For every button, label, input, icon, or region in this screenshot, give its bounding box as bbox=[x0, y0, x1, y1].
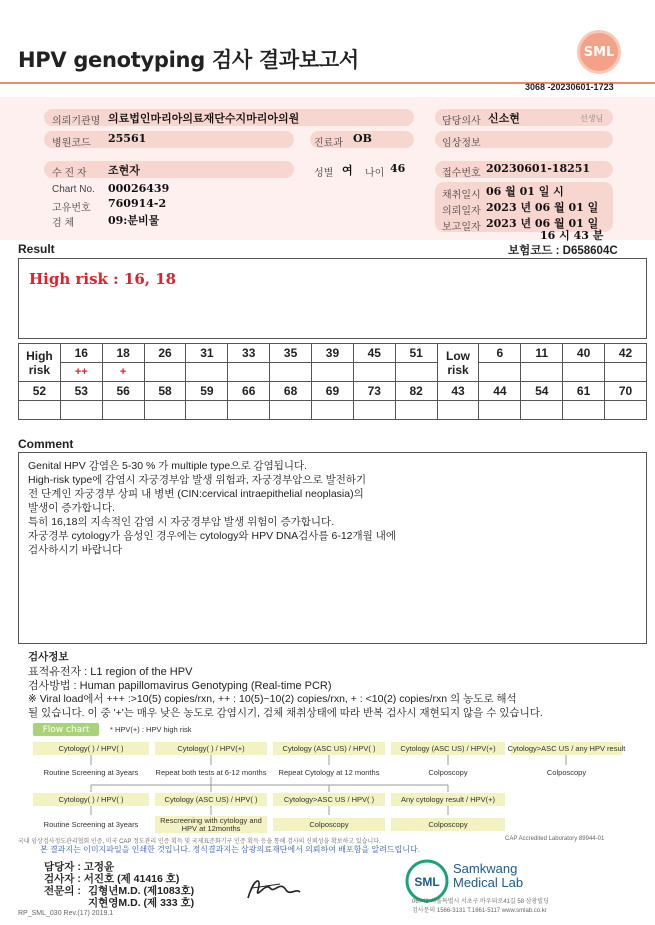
result-mark bbox=[270, 401, 312, 420]
chart-no-label: Chart No. bbox=[52, 184, 95, 195]
comment-line: 발생이 증가합니다. bbox=[28, 502, 115, 514]
age-label: 나이 bbox=[365, 168, 385, 179]
clinical-info-label: 임상정보 bbox=[442, 138, 481, 149]
type-cell: 40 bbox=[563, 344, 605, 363]
doc-code-1: 3068 -20230601-1723 bbox=[525, 82, 614, 92]
type-cell: 33 bbox=[228, 344, 270, 363]
sml-logo: SML bbox=[577, 30, 621, 74]
collect-date-value: 06 월 01 일 시 bbox=[486, 185, 564, 198]
type-cell: 11 bbox=[521, 344, 563, 363]
tester: 검사자 : 서진호 (제 41416 호) bbox=[44, 873, 180, 885]
flow-result: Repeat both tests at 6-12 months bbox=[155, 768, 267, 777]
type-cell: 31 bbox=[186, 344, 228, 363]
institution-value: 의료법인마리아의료재단수지마리아의원 bbox=[108, 112, 300, 125]
image-print-notice: 본 결과지는 이미지파일을 인쇄한 것입니다. 정식결과지는 삼광의료재단에서 의뢰하여 배포함을 알려드립니다. bbox=[40, 845, 420, 854]
type-cell: 69 bbox=[312, 382, 354, 401]
result-mark bbox=[312, 401, 354, 420]
lab-name-line-2: Medical Lab bbox=[453, 875, 524, 890]
result-mark bbox=[395, 363, 437, 382]
result-mark bbox=[437, 401, 479, 420]
flow-result: Routine Screening at 3years bbox=[43, 768, 139, 777]
accession-value: 20230601-18251 bbox=[486, 162, 591, 175]
flow-box: Cytology (ASC US) / HPV( ) bbox=[155, 793, 267, 806]
result-mark bbox=[144, 363, 186, 382]
type-cell: 53 bbox=[60, 382, 102, 401]
result-section-label: Result bbox=[18, 242, 55, 256]
result-mark bbox=[270, 363, 312, 382]
type-cell: 70 bbox=[605, 382, 647, 401]
result-mark bbox=[521, 401, 563, 420]
request-date-label: 의뢰일자 bbox=[442, 206, 481, 217]
comment-line: 전 단계인 자궁경부 상피 내 병변 (CIN:cervical intraepithelial neoplasia)의 bbox=[28, 488, 364, 500]
type-cell: 35 bbox=[270, 344, 312, 363]
comment-line: 자궁경부 cytology가 음성인 경우에는 cytology와 HPV DNA검사를 6-12개월 내에 bbox=[28, 530, 397, 542]
test-note-1: ※ Viral load에서 +++ :>10(5) copies/rxn, ++ : 10(5)~10(2) copies/rxn, + : <10(2) copies/rxn 의 농도로 해석 bbox=[28, 693, 517, 705]
result-headline: High risk : 16, 18 bbox=[29, 270, 177, 288]
doctor-suffix: 선생님 bbox=[580, 114, 604, 123]
request-date-value: 2023 년 06 월 01 일 bbox=[486, 201, 599, 214]
comment-section-label: Comment bbox=[18, 437, 74, 451]
result-mark bbox=[19, 401, 61, 420]
cap-accreditation: CAP Accredited Laboratory 89944-01 bbox=[505, 836, 605, 842]
specialist-1: 김형년M.D. (제1083호) bbox=[88, 885, 195, 897]
report-date-value: 2023 년 06 월 01 일 bbox=[486, 217, 599, 230]
result-mark bbox=[605, 401, 647, 420]
type-cell: 59 bbox=[186, 382, 228, 401]
type-cell: 44 bbox=[479, 382, 521, 401]
result-mark bbox=[102, 401, 144, 420]
result-mark bbox=[186, 363, 228, 382]
result-mark bbox=[605, 363, 647, 382]
type-cell: 18 bbox=[102, 344, 144, 363]
type-cell: 58 bbox=[144, 382, 186, 401]
specimen-value: 09:분비물 bbox=[108, 214, 160, 227]
lab-name bbox=[453, 862, 523, 890]
flow-result: Colposcopy bbox=[428, 768, 468, 777]
result-mark bbox=[312, 363, 354, 382]
type-cell: 52 bbox=[19, 382, 61, 401]
comment-line: Genital HPV 감염은 5-30 % 가 multiple type으로 감염됩니다. bbox=[28, 460, 308, 472]
flow-result: Colposcopy bbox=[546, 768, 587, 777]
genotype-table bbox=[18, 343, 647, 420]
collect-date-label: 채취일시 bbox=[442, 190, 481, 201]
type-cell: 82 bbox=[395, 382, 437, 401]
result-mark: + bbox=[102, 363, 144, 382]
type-cell: 26 bbox=[144, 344, 186, 363]
insurance-code: 보험코드 : D658604C bbox=[508, 245, 618, 257]
type-cell: 43 bbox=[437, 382, 479, 401]
doctor-label: 담당의사 bbox=[442, 116, 481, 127]
sex-value: 여 bbox=[342, 164, 353, 177]
flow-result: Repeat Cytology at 12 months bbox=[278, 768, 380, 777]
result-mark bbox=[521, 363, 563, 382]
chart-no-value: 00026439 bbox=[108, 182, 170, 195]
type-cell: 42 bbox=[605, 344, 647, 363]
result-mark bbox=[144, 401, 186, 420]
type-cell: 54 bbox=[521, 382, 563, 401]
result-mark bbox=[395, 401, 437, 420]
result-mark bbox=[228, 401, 270, 420]
result-mark bbox=[353, 363, 395, 382]
type-cell: 45 bbox=[353, 344, 395, 363]
specialist-2: 지현영M.D. (제 333 호) bbox=[88, 897, 195, 909]
accreditation-note: 국내 임상검사정도관리협회 인증, 미국 CAP 정도관리 인증 획득 및 국제표준화기구 인증 획득 등을 통해 검사의 신뢰성을 확보하고 있습니다. bbox=[18, 839, 381, 845]
type-cell: 56 bbox=[102, 382, 144, 401]
result-mark bbox=[563, 363, 605, 382]
flow-box: Cytology( ) / HPV( ) bbox=[33, 742, 149, 755]
department-value: OB bbox=[353, 132, 372, 145]
flow-result: Colposcopy bbox=[273, 818, 385, 831]
sex-label: 성별 bbox=[314, 168, 334, 179]
result-mark bbox=[479, 363, 521, 382]
result-mark bbox=[479, 401, 521, 420]
type-cell: 73 bbox=[353, 382, 395, 401]
lab-name-line-1: Samkwang bbox=[453, 861, 518, 876]
report-date-label: 보고일자 bbox=[442, 222, 481, 233]
result-mark bbox=[353, 401, 395, 420]
type-cell: 51 bbox=[395, 344, 437, 363]
test-info-section-label: 검사정보 bbox=[28, 651, 69, 663]
comment-line: High-risk type에 감염시 자궁경부암 발생 위험과, 자궁경부암으로 발전하기 bbox=[28, 474, 367, 486]
name-label: 수 진 자 bbox=[52, 168, 87, 179]
result-mark bbox=[186, 401, 228, 420]
comment-line: 특히 16,18의 지속적인 감염 시 자궁경부암 발생 위험이 증가합니다. bbox=[28, 516, 335, 528]
report-time-value: 16 시 43 분 bbox=[540, 229, 604, 242]
test-marker: 표적유전자 : L1 region of the HPV bbox=[28, 666, 193, 678]
signature bbox=[240, 870, 305, 910]
flow-box: Cytology( ) / HPV( ) bbox=[33, 793, 149, 806]
svg-text:SML: SML bbox=[414, 875, 440, 889]
doctor-value: 신소현 bbox=[488, 112, 520, 125]
type-cell: 66 bbox=[228, 382, 270, 401]
result-mark bbox=[563, 401, 605, 420]
type-cell: 6 bbox=[479, 344, 521, 363]
result-mark bbox=[60, 401, 102, 420]
lab-address: 06742 서울특별시 서초구 바우뫼로41길 58 삼광빌딩 bbox=[412, 899, 549, 905]
low-risk-label: Low risk bbox=[437, 344, 479, 382]
hospital-code-value: 25561 bbox=[108, 132, 147, 145]
flow-box: Cytology (ASC US) / HPV( ) bbox=[273, 742, 385, 755]
type-cell: 68 bbox=[270, 382, 312, 401]
department-label: 진료과 bbox=[314, 138, 343, 149]
flow-box: Cytology>ASC US / HPV( ) bbox=[273, 793, 385, 806]
lab-contact: 검사문의 1566-3131 T.1661-5117 www.smlab.co.kr bbox=[412, 908, 547, 914]
flow-legend: * HPV(+) : HPV high risk bbox=[110, 725, 192, 734]
flow-box: Cytology( ) / HPV(+) bbox=[155, 742, 267, 755]
flow-box: Cytology (ASC US) / HPV(+) bbox=[391, 742, 505, 755]
name-value: 조현자 bbox=[108, 164, 140, 177]
form-code: RP_SML_030 Rev.(17) 2019.1 bbox=[18, 910, 114, 917]
specimen-label: 검 체 bbox=[52, 218, 75, 229]
institution-label: 의뢰기관명 bbox=[52, 116, 101, 127]
age-value: 46 bbox=[390, 162, 406, 175]
comment-line: 검사하시기 바랍니다 bbox=[28, 544, 123, 556]
unique-no-label: 고유번호 bbox=[52, 203, 91, 214]
flow-connectors bbox=[0, 755, 655, 825]
test-method: 검사방법 : Human papillomavirus Genotyping (Real-time PCR) bbox=[28, 680, 332, 692]
report-title: HPV genotyping 검사 결과보고서 bbox=[18, 48, 359, 72]
flow-result: Routine Screening at 3years bbox=[33, 818, 149, 831]
accession-label: 접수번호 bbox=[442, 168, 481, 179]
type-cell: 61 bbox=[563, 382, 605, 401]
unique-no-value: 760914-2 bbox=[108, 197, 167, 210]
manager: 담당자 : 고정윤 bbox=[44, 861, 115, 873]
specialist-label: 전문의 : bbox=[44, 885, 81, 897]
test-note-2: 될 있습니다. 이 중 '+'는 매우 낮은 농도로 감염시기, 검체 채취상태에 따라 반복 검사시 재현되지 않을 수 있습니다. bbox=[28, 707, 543, 719]
flow-result: Rescreening with cytology and HPV at 12months bbox=[155, 816, 267, 833]
result-mark: ++ bbox=[60, 363, 102, 382]
hospital-code-label: 병원코드 bbox=[52, 138, 91, 149]
type-cell: 39 bbox=[312, 344, 354, 363]
flow-chart-button: Flow chart bbox=[33, 723, 99, 736]
high-risk-label: High risk bbox=[19, 344, 61, 382]
flow-result: Colposcopy bbox=[391, 818, 505, 831]
flow-box: Cytology>ASC US / any HPV result bbox=[507, 744, 626, 753]
type-cell: 16 bbox=[60, 344, 102, 363]
flow-box: Any cytology result / HPV(+) bbox=[391, 793, 505, 806]
result-mark bbox=[228, 363, 270, 382]
